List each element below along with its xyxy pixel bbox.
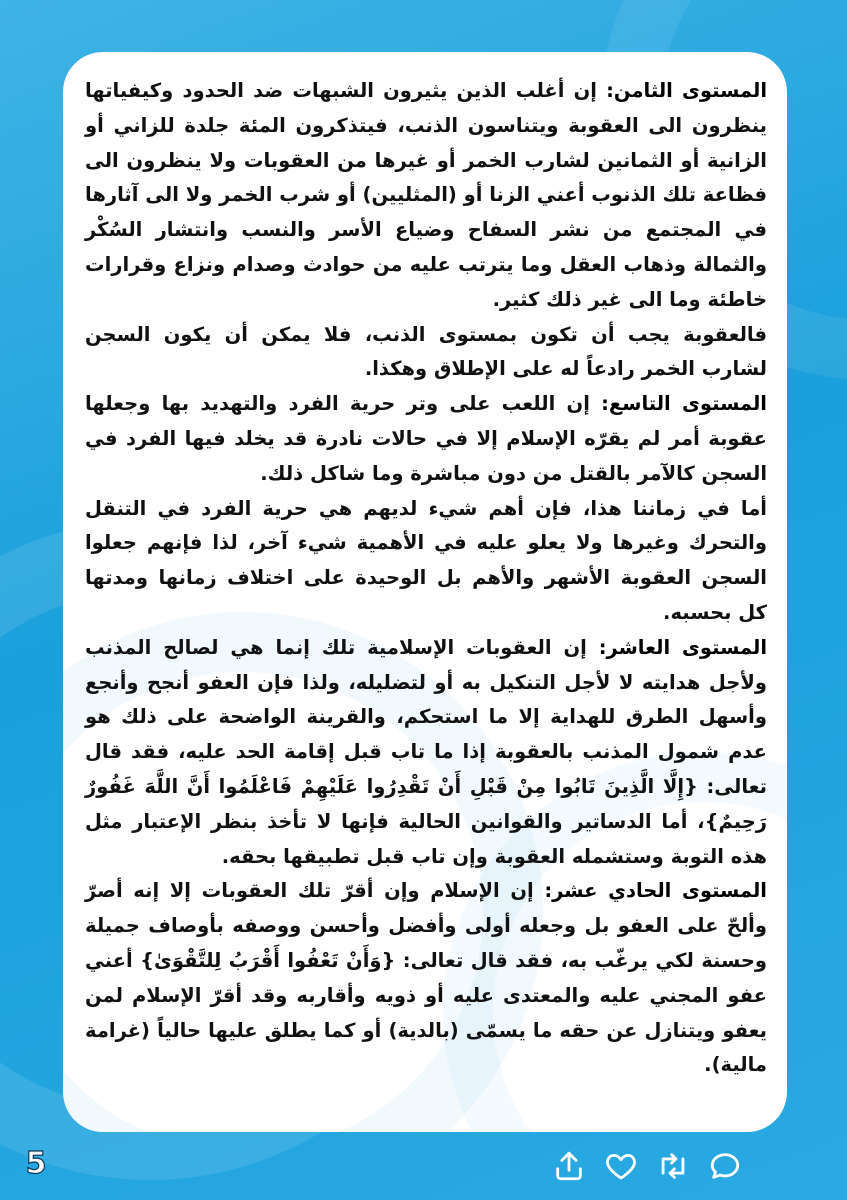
paragraph-level-10	[85, 631, 767, 875]
reply-icon[interactable]	[708, 1149, 742, 1183]
paragraph-continuation	[85, 318, 767, 388]
paragraph-body: إن اللعب على وتر حرية الفرد والتهديد بها وجعلها عقوبة أمر لم يقرّه الإسلام إلا في حالات نادرة قد يخلد فيها الفرد في السجن كالآمر بالقتل من دون مباشرة وما شاكل ذلك.	[85, 392, 767, 485]
level-heading: المستوى العاشر:	[598, 635, 768, 659]
level-heading: المستوى التاسع:	[601, 392, 767, 416]
paragraph-body: إن العقوبات الإسلامية تلك إنما هي لصالح المذنب ولأجل هدايته لا لأجل التنكيل به أو لتضليله، ولذا فإن العفو أنجح وأنجع وأسهل الطرق للهداية إلا ما استحكم، والقرينة الواضحة على ذلك هو عدم شمول المذنب بالعقوبة إذا ما تاب قبل إقامة الحد عليه، فقد قال تعالى: {إِلَّا الَّذِينَ تَابُوا مِنْ قَبْلِ أَنْ تَقْدِرُوا عَلَيْهِمْ فَاعْلَمُوا أَنَّ اللَّهَ غَفُورٌ رَحِيمٌ}، أما الدساتير والقوانين الحالية فإنها لا تأخذ بنظر الإعتبار مثل هذه التوبة وستشمله العقوبة وإن تاب قبل تطبيقها بحقه.	[85, 635, 767, 868]
heart-icon[interactable]	[604, 1149, 638, 1183]
level-heading: المستوى الحادي عشر:	[544, 879, 767, 903]
paragraph-level-11	[85, 874, 767, 1083]
paragraph-level-9	[85, 387, 767, 491]
paragraph-body: أما في زماننا هذا، فإن أهم شيء لديهم هي حرية الفرد في التنقل والتحرك وغيرها ولا يعلو عليه في الأهمية شيء آخر، لذا فإنهم جعلوا السجن العقوبة الأشهر والأهم بل الوحيدة على اختلاف زمانها ومدتها كل بحسبه.	[85, 496, 767, 624]
paragraph-body: إن أغلب الذين يثيرون الشبهات ضد الحدود وكيفياتها ينظرون الى العقوبة ويتناسون الذنب، فيتذكرون المئة جلدة للزاني أو الزانية أو الثمانين لشارب الخمر أو غيرها من العقوبات ولا ينظرون الى فظاعة تلك الذنوب أعني الزنا أو (المثليين) أو شرب الخمر ولا الى آثارها في المجتمع من نشر السفاح وضياع الأسر والنسب وانتشار السُكْر والثمالة وذهاب العقل وما يترتب عليه من حوادث وصدام ونزاع وقرارات خاطئة وما الى غير ذلك كثير.	[85, 79, 767, 311]
article-text	[85, 74, 767, 1083]
article-card	[63, 52, 787, 1132]
paragraph-continuation	[85, 492, 767, 631]
page-number: 5	[25, 1146, 47, 1181]
paragraph-body: فالعقوبة يجب أن تكون بمستوى الذنب، فلا يمكن أن يكون السجن لشارب الخمر رادعاً له على الإطلاق وهكذا.	[85, 322, 767, 381]
repost-icon[interactable]	[656, 1149, 690, 1183]
paragraph-level-8	[85, 74, 767, 318]
level-heading: المستوى الثامن:	[606, 79, 767, 102]
share-icon[interactable]	[552, 1149, 586, 1183]
social-actions-bar	[552, 1146, 742, 1186]
paragraph-body: إن الإسلام وإن أقرّ تلك العقوبات إلا إنه أصرّ وألحّ على العفو بل وجعله أولى وأفضل وأحسن ووصفه بأوصاف جميلة وحسنة لكي يرغّب به، فقد قال تعالى: {وَأَنْ تَعْفُوا أَقْرَبُ لِلتَّقْوَىٰ} أعني عفو المجني عليه والمعتدى عليه أو ذويه وأقاربه وقد أقرّ الإسلام لمن يعفو ويتنازل عن حقه ما يسمّى (بالدية) أو كما يطلق عليها حالياً (غرامة مالية).	[85, 879, 767, 1077]
